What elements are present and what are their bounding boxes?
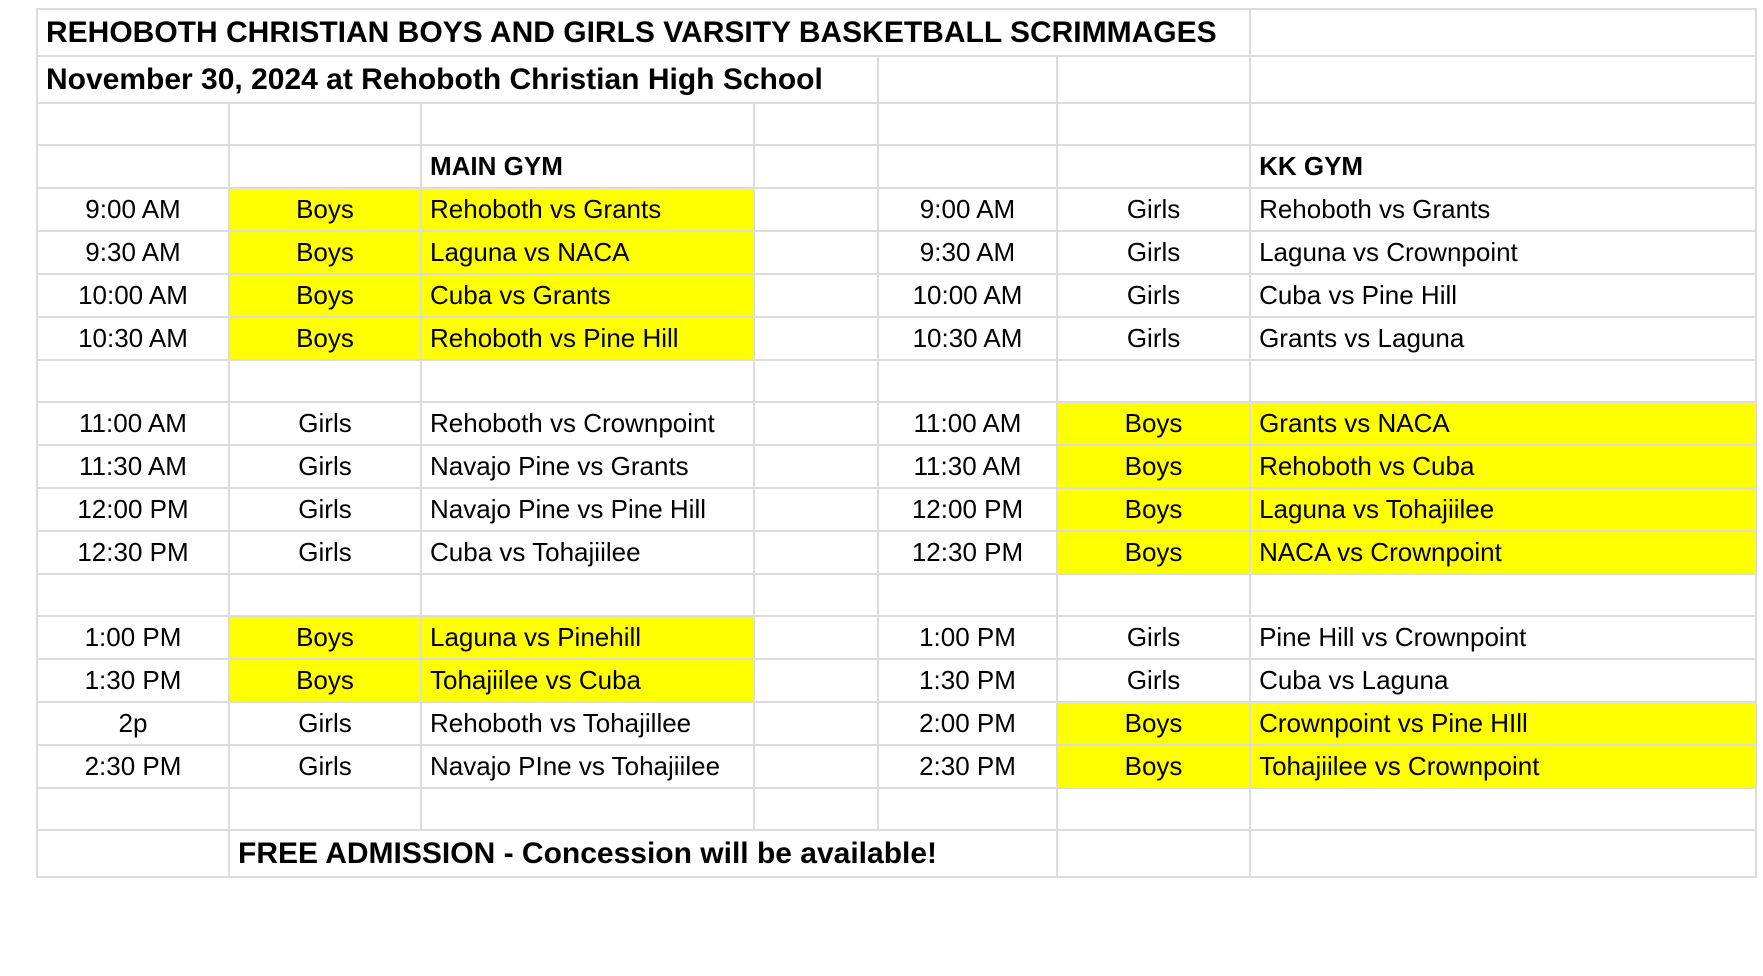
main-matchup: Rehoboth vs Pine Hill: [421, 317, 754, 360]
empty-cell: [1057, 56, 1250, 103]
main-time: 11:30 AM: [37, 445, 229, 488]
empty-cell: [754, 445, 878, 488]
kk-division: Boys: [1057, 445, 1250, 488]
kk-time: 1:00 PM: [878, 616, 1057, 659]
kk-time: 10:00 AM: [878, 274, 1057, 317]
empty-cell: [754, 231, 878, 274]
empty-cell: [421, 360, 754, 402]
empty-cell: [1057, 360, 1250, 402]
kk-time: 9:00 AM: [878, 188, 1057, 231]
kk-matchup: Pine Hill vs Crownpoint: [1250, 616, 1756, 659]
kk-matchup: Grants vs Laguna: [1250, 317, 1756, 360]
empty-cell: [754, 360, 878, 402]
empty-cell: [754, 574, 878, 616]
empty-cell: [229, 788, 421, 830]
main-matchup: Rehoboth vs Tohajillee: [421, 702, 754, 745]
spacer-row: [37, 574, 1756, 616]
kk-matchup: Tohajiilee vs Crownpoint: [1250, 745, 1756, 788]
main-time: 11:00 AM: [37, 402, 229, 445]
gym-header-row: [37, 145, 1756, 188]
kk-division: Boys: [1057, 745, 1250, 788]
empty-cell: [1057, 574, 1250, 616]
empty-cell: [754, 531, 878, 574]
empty-cell: [754, 616, 878, 659]
kk-matchup: Laguna vs Crownpoint: [1250, 231, 1756, 274]
main-time: 1:00 PM: [37, 616, 229, 659]
spacer-row: [37, 788, 1756, 830]
schedule-row: [37, 274, 1756, 317]
main-division: Girls: [229, 745, 421, 788]
kk-gym-header: KK GYM: [1250, 145, 1756, 188]
subtitle-row: [37, 56, 1756, 103]
empty-cell: [37, 360, 229, 402]
empty-cell: [754, 488, 878, 531]
footer-note: FREE ADMISSION - Concession will be available!: [229, 830, 1057, 877]
empty-cell: [878, 145, 1057, 188]
main-division: Boys: [229, 231, 421, 274]
spacer-row: [37, 360, 1756, 402]
sheet-subtitle: November 30, 2024 at Rehoboth Christian High School: [37, 56, 878, 103]
kk-matchup: Rehoboth vs Cuba: [1250, 445, 1756, 488]
main-time: 10:00 AM: [37, 274, 229, 317]
main-division: Boys: [229, 616, 421, 659]
kk-matchup: Laguna vs Tohajiilee: [1250, 488, 1756, 531]
empty-cell: [754, 145, 878, 188]
empty-cell: [1250, 574, 1756, 616]
kk-time: 2:00 PM: [878, 702, 1057, 745]
kk-time: 1:30 PM: [878, 659, 1057, 702]
empty-cell: [229, 574, 421, 616]
kk-time: 12:00 PM: [878, 488, 1057, 531]
main-matchup: Tohajiilee vs Cuba: [421, 659, 754, 702]
kk-division: Boys: [1057, 702, 1250, 745]
kk-matchup: Cuba vs Laguna: [1250, 659, 1756, 702]
schedule-table: [36, 8, 1757, 878]
empty-cell: [754, 402, 878, 445]
empty-cell: [421, 574, 754, 616]
empty-cell: [1057, 145, 1250, 188]
main-division: Girls: [229, 488, 421, 531]
kk-division: Girls: [1057, 317, 1250, 360]
kk-division: Boys: [1057, 488, 1250, 531]
main-time: 12:00 PM: [37, 488, 229, 531]
empty-cell: [1250, 830, 1756, 877]
schedule-body: [37, 9, 1756, 877]
main-division: Girls: [229, 402, 421, 445]
kk-time: 11:00 AM: [878, 402, 1057, 445]
empty-cell: [754, 188, 878, 231]
empty-cell: [754, 274, 878, 317]
kk-time: 2:30 PM: [878, 745, 1057, 788]
empty-cell: [878, 56, 1057, 103]
empty-cell: [37, 574, 229, 616]
kk-time: 12:30 PM: [878, 531, 1057, 574]
empty-cell: [37, 830, 229, 877]
empty-cell: [878, 103, 1057, 145]
footer-row: [37, 830, 1756, 877]
kk-division: Boys: [1057, 402, 1250, 445]
schedule-row: [37, 531, 1756, 574]
main-gym-header: MAIN GYM: [421, 145, 754, 188]
main-time: 9:00 AM: [37, 188, 229, 231]
schedule-row: [37, 445, 1756, 488]
empty-cell: [37, 103, 229, 145]
kk-time: 9:30 AM: [878, 231, 1057, 274]
main-division: Girls: [229, 531, 421, 574]
schedule-row: [37, 231, 1756, 274]
empty-cell: [754, 702, 878, 745]
main-matchup: Laguna vs NACA: [421, 231, 754, 274]
empty-cell: [1057, 830, 1250, 877]
empty-cell: [37, 788, 229, 830]
main-time: 12:30 PM: [37, 531, 229, 574]
empty-cell: [1250, 9, 1756, 56]
kk-time: 11:30 AM: [878, 445, 1057, 488]
empty-cell: [421, 103, 754, 145]
main-division: Boys: [229, 659, 421, 702]
main-matchup: Rehoboth vs Grants: [421, 188, 754, 231]
spacer-row: [37, 103, 1756, 145]
main-matchup: Cuba vs Grants: [421, 274, 754, 317]
empty-cell: [754, 745, 878, 788]
kk-division: Girls: [1057, 616, 1250, 659]
kk-division: Girls: [1057, 274, 1250, 317]
empty-cell: [754, 103, 878, 145]
empty-cell: [1250, 103, 1756, 145]
empty-cell: [1250, 56, 1756, 103]
schedule-row: [37, 616, 1756, 659]
schedule-row: [37, 188, 1756, 231]
kk-division: Boys: [1057, 531, 1250, 574]
empty-cell: [37, 145, 229, 188]
main-division: Boys: [229, 188, 421, 231]
empty-cell: [754, 317, 878, 360]
schedule-row: [37, 745, 1756, 788]
main-matchup: Laguna vs Pinehill: [421, 616, 754, 659]
kk-division: Girls: [1057, 231, 1250, 274]
empty-cell: [754, 659, 878, 702]
main-matchup: Navajo Pine vs Grants: [421, 445, 754, 488]
schedule-row: [37, 702, 1756, 745]
empty-cell: [229, 103, 421, 145]
main-matchup: Navajo PIne vs Tohajiilee: [421, 745, 754, 788]
kk-division: Girls: [1057, 188, 1250, 231]
main-division: Girls: [229, 702, 421, 745]
empty-cell: [1250, 360, 1756, 402]
schedule-row: [37, 317, 1756, 360]
empty-cell: [1057, 103, 1250, 145]
schedule-row: [37, 659, 1756, 702]
kk-matchup: NACA vs Crownpoint: [1250, 531, 1756, 574]
kk-time: 10:30 AM: [878, 317, 1057, 360]
main-time: 2p: [37, 702, 229, 745]
empty-cell: [878, 574, 1057, 616]
main-matchup: Cuba vs Tohajiilee: [421, 531, 754, 574]
empty-cell: [754, 788, 878, 830]
empty-cell: [229, 145, 421, 188]
main-matchup: Rehoboth vs Crownpoint: [421, 402, 754, 445]
schedule-row: [37, 402, 1756, 445]
main-division: Girls: [229, 445, 421, 488]
empty-cell: [878, 788, 1057, 830]
empty-cell: [421, 788, 754, 830]
title-row: [37, 9, 1756, 56]
kk-division: Girls: [1057, 659, 1250, 702]
main-time: 10:30 AM: [37, 317, 229, 360]
kk-matchup: Cuba vs Pine Hill: [1250, 274, 1756, 317]
schedule-sheet: [36, 8, 1757, 878]
main-division: Boys: [229, 274, 421, 317]
empty-cell: [1250, 788, 1756, 830]
main-time: 2:30 PM: [37, 745, 229, 788]
empty-cell: [878, 360, 1057, 402]
empty-cell: [229, 360, 421, 402]
schedule-row: [37, 488, 1756, 531]
kk-matchup: Crownpoint vs Pine HIll: [1250, 702, 1756, 745]
empty-cell: [1057, 788, 1250, 830]
main-time: 1:30 PM: [37, 659, 229, 702]
kk-matchup: Rehoboth vs Grants: [1250, 188, 1756, 231]
sheet-title: REHOBOTH CHRISTIAN BOYS AND GIRLS VARSITY BASKETBALL SCRIMMAGES: [37, 9, 1250, 56]
main-division: Boys: [229, 317, 421, 360]
kk-matchup: Grants vs NACA: [1250, 402, 1756, 445]
main-matchup: Navajo Pine vs Pine Hill: [421, 488, 754, 531]
main-time: 9:30 AM: [37, 231, 229, 274]
